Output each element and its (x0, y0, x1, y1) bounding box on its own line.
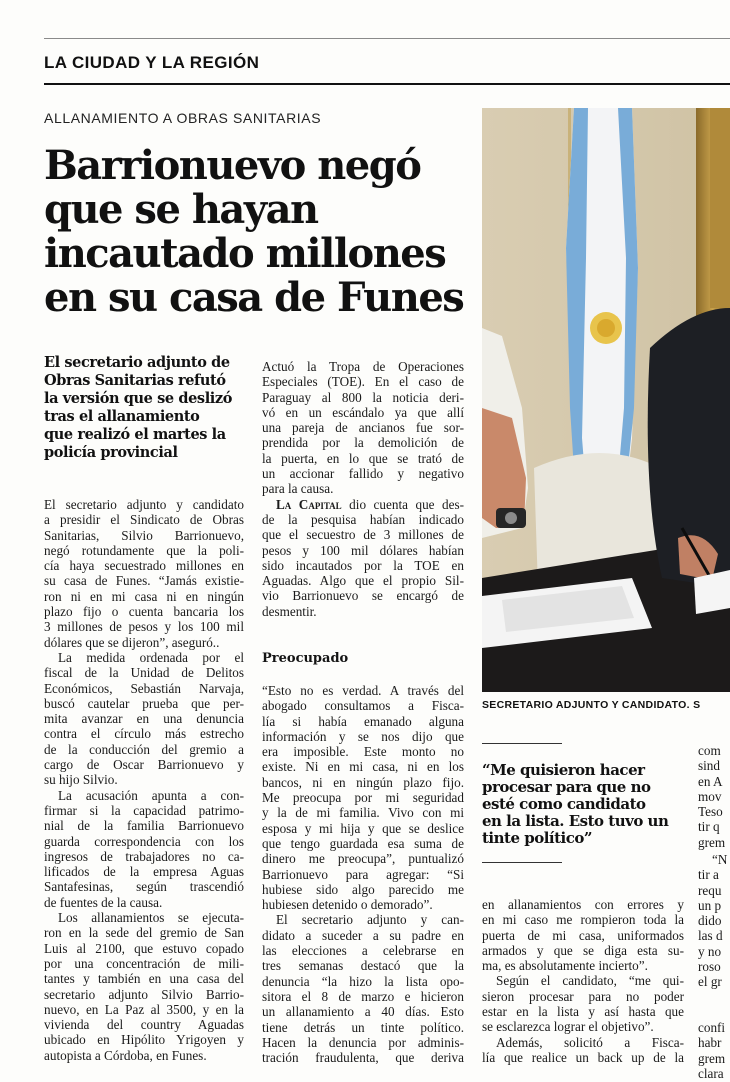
body-line: nuevo, en La Paz al 3500, y en la (44, 1001, 244, 1017)
pullquote-rule-top (482, 743, 562, 744)
body-line: que el secuestro de 3 millones de (262, 527, 464, 543)
body-line: vó en un escándalo ya que allí (262, 404, 464, 420)
body-column-4a (698, 743, 730, 850)
body-line: tres semanas destacó que la (262, 958, 464, 974)
body-line: lía si había emanado alguna (262, 713, 464, 729)
body-column-3 (482, 897, 684, 1065)
body-line: secretario adjunto Silvio Barrio- (44, 986, 244, 1002)
body-line: Actuó la Tropa de Operaciones (262, 359, 464, 374)
body-line (262, 497, 464, 512)
body-line: las d (698, 928, 723, 944)
body-line: ingresos de trabajadores no ca- (44, 848, 244, 864)
body-line: ma, es absolutamente incierto”. (482, 958, 648, 974)
body-line: dido (698, 913, 722, 929)
body-line: Económicos, Sebastián Narvaja, (44, 680, 244, 696)
body-column-1 (44, 497, 244, 1063)
body-line: Barrionuevo para agregar: “Si (262, 866, 464, 882)
body-line: vivienda del country Aguadas (44, 1017, 244, 1033)
body-line: un allanamiento a 40 días. Esto (262, 1004, 464, 1020)
body-line: de la conducción del gremio a (44, 741, 244, 757)
body-line: su casa de Funes. “Jamás existie- (44, 573, 244, 589)
body-line: Hacen la denuncia por adminis- (262, 1034, 464, 1050)
body-line: buscó cautelar prueba que per- (44, 695, 244, 711)
body-column-2b (262, 683, 464, 1065)
body-line: en A (698, 773, 723, 789)
headline (44, 144, 474, 320)
body-line: a presidir el Sindicato de Obras (44, 512, 244, 528)
body-column-4c (698, 1020, 730, 1081)
body-line: requ (698, 882, 722, 898)
body-line: sind (698, 758, 720, 774)
body-line: ron ni en mi casa ni en ningún (44, 588, 244, 604)
body-line: confi (698, 1020, 726, 1035)
body-line: cargo de Oscar Barrionuevo y (44, 757, 244, 773)
body-line: armados y que se diga esta su- (482, 942, 684, 958)
body-line: dólares que se dijeron”, aseguró.. (44, 634, 220, 650)
body-line: lificados de la empresa Aguas (44, 864, 244, 880)
body-line: sido incautados por la TOE en (262, 557, 464, 573)
headline-line: Barrionuevo negó (44, 142, 421, 189)
body-line: “N (712, 852, 728, 867)
body-line: denuncia “la hizo la lista opo- (262, 973, 464, 989)
deck-line: que realizó el martes la (44, 426, 226, 443)
deck (44, 354, 244, 462)
body-line: La medida ordenada por el (58, 649, 244, 665)
newspaper-name: La Capital (276, 496, 342, 512)
body-line: Según el candidato, “me qui- (496, 973, 684, 989)
pullquote-rule-bottom (482, 862, 562, 863)
body-line: vio Barrionuevo se encargó de (262, 588, 464, 604)
body-line: las elecciones a celebrarse en (262, 943, 464, 959)
body-line: ubicado en Hipólito Yrigoyen y (44, 1032, 244, 1048)
pullquote-line: esté como candidato (482, 795, 646, 813)
body-line: un accionar fallido y negativo (262, 466, 464, 482)
body-line: existe. Ni en mi casa, ni en los (262, 759, 464, 775)
body-line: Los allanamientos se ejecuta- (58, 910, 244, 926)
body-line: negó rotundamente que la poli- (44, 542, 244, 558)
body-line: desmentir. (262, 603, 317, 619)
body-line: contra el círculo más estrecho (44, 726, 244, 742)
top-rule (44, 38, 730, 39)
body-line: guarda correspondencia con los (44, 833, 244, 849)
headline-line: en su casa de Funes (44, 274, 464, 321)
body-line: habr (698, 1035, 722, 1051)
body-line: y la de mi familia. Vivo con mi (262, 805, 464, 821)
body-line: Luis al 2100, que estuvo copado (44, 940, 244, 956)
body-column-2 (262, 359, 464, 619)
body-line: roso (698, 959, 721, 975)
news-photo (482, 108, 730, 692)
section-title: LA CIUDAD Y LA REGIÓN (44, 53, 260, 72)
body-line: estar en la lista y así hasta que (482, 1004, 684, 1020)
body-line: se esclarezca lograr el objetivo”. (482, 1019, 654, 1035)
deck-line: El secretario adjunto de (44, 354, 230, 371)
body-line: pesos y 100 mil dólares habían (262, 542, 464, 558)
body-line: esposa y mi hija y que se deslice (262, 820, 464, 836)
body-line: la puerta, en lo que se trató de (262, 450, 464, 466)
body-line: Santafesinas, según trascendió (44, 879, 244, 895)
body-line: sitora el 8 de marzo e hicieron (262, 988, 464, 1004)
body-line: “Esto no es verdad. A través del (262, 683, 464, 698)
pullquote-line: procesar para que no (482, 778, 651, 796)
body-line: y no (698, 943, 722, 959)
deck-line: la versión que se deslizó (44, 390, 233, 407)
pullquote-line: “Me quisieron hacer (482, 761, 645, 779)
body-line: clara (698, 1065, 724, 1081)
body-line: el gr (698, 974, 722, 990)
body-line: una pareja de ancianos fue sor- (262, 420, 464, 436)
body-line: Me preocupa por mi seguridad (262, 790, 464, 806)
body-line: tir a (698, 867, 719, 883)
subheading: Preocupado (262, 651, 349, 666)
body-line: ron en la sede del gremio de San (44, 925, 244, 941)
body-line: tiene detrás un tinte político. (262, 1019, 464, 1035)
headline-line: que se hayan (44, 186, 318, 233)
body-line: El secretario adjunto y can- (276, 912, 464, 928)
body-line: dinero me preocupa”, puntualizó (262, 851, 464, 867)
body-line: Sanitarias, Silvio Barrionuevo, (44, 527, 244, 543)
body-line: un p (698, 897, 722, 913)
body-line: su hijo Silvio. (44, 772, 118, 788)
body-line: grem (698, 834, 726, 850)
body-line: prendida por la demolición de (262, 435, 464, 451)
body-line: puerta de mi casa, uniformados (482, 927, 684, 943)
body-line: plazo fijo o cuenta bancaria los (44, 604, 244, 620)
body-line: era imposible. Este monto no (262, 744, 464, 760)
body-line: tantes y también en una casa del (44, 971, 244, 987)
body-text: dio cuenta que des- (341, 496, 464, 512)
deck-line: policía provincial (44, 444, 178, 461)
body-line: didato a suceder a su padre en (262, 927, 464, 943)
deck-line: Obras Sanitarias refutó (44, 372, 226, 389)
body-line: Teso (698, 804, 723, 820)
body-line: Además, solicitó a Fisca- (496, 1034, 684, 1050)
body-column-4b (698, 852, 730, 990)
body-line: hubiesen detenido o demorado”. (262, 897, 433, 913)
body-line: firmar si la capacidad patrimo- (44, 802, 244, 818)
photo-caption: SECRETARIO ADJUNTO Y CANDIDATO. S (482, 699, 701, 711)
pullquote-line: en la lista. Esto tuvo un (482, 812, 669, 830)
body-line: lía que realice un back up de la (482, 1049, 684, 1065)
body-line: mita avanzar en una denuncia (44, 711, 244, 727)
section-rule (44, 83, 730, 85)
body-line: nial de la familia Barrionuevo (44, 818, 244, 834)
body-line: El secretario adjunto y candidato (44, 497, 244, 512)
body-line: para la causa. (262, 481, 334, 497)
body-line: tir q (698, 819, 720, 835)
headline-line: incautado millones (44, 230, 446, 277)
body-line: bancos, ni en ningún plazo fijo. (262, 774, 464, 790)
body-line: Paraguay al 800 la noticia deri- (262, 389, 464, 405)
body-line: sieron procesar para no poder (482, 988, 684, 1004)
body-line: mov (698, 788, 722, 804)
deck-line: tras el allanamiento (44, 408, 200, 425)
body-line: abogado consultamos a Fisca- (262, 698, 464, 714)
body-line: en mi caso me rompieron toda la (482, 912, 684, 928)
body-line: fiscal de la Unidad de Delitos (44, 665, 244, 681)
body-line: Aguadas. Algo que el propio Sil- (262, 573, 464, 589)
body-line: com (698, 743, 721, 758)
body-line: en allanamientos con errores y (482, 897, 684, 912)
body-line: que tengo guardada esa suma de (262, 835, 464, 851)
body-line: por una concentración de mili- (44, 955, 244, 971)
body-line: de la pesquisa habían indicado (262, 511, 464, 527)
body-line: La acusación apunta a con- (58, 787, 244, 803)
body-line: tración fraudulenta, que deriva (262, 1050, 464, 1066)
kicker: ALLANAMIENTO A OBRAS SANITARIAS (44, 110, 322, 126)
photo-image (482, 108, 730, 692)
body-line: hubiese sido algo parecido me (262, 881, 464, 897)
pull-quote (482, 762, 682, 847)
body-line: cía haya secuestrado millones en (44, 558, 244, 574)
body-line: 3 millones de pesos y los 100 mil (44, 619, 244, 635)
body-line: información y se nos dijo que (262, 728, 464, 744)
body-line: autopista a Córdoba, en Funes. (44, 1047, 207, 1063)
body-line: de fuentes de la causa. (44, 894, 163, 910)
body-line: Especiales (TOE). En el caso de (262, 374, 464, 390)
pullquote-line: tinte político” (482, 829, 593, 847)
body-line: grem (698, 1050, 726, 1066)
